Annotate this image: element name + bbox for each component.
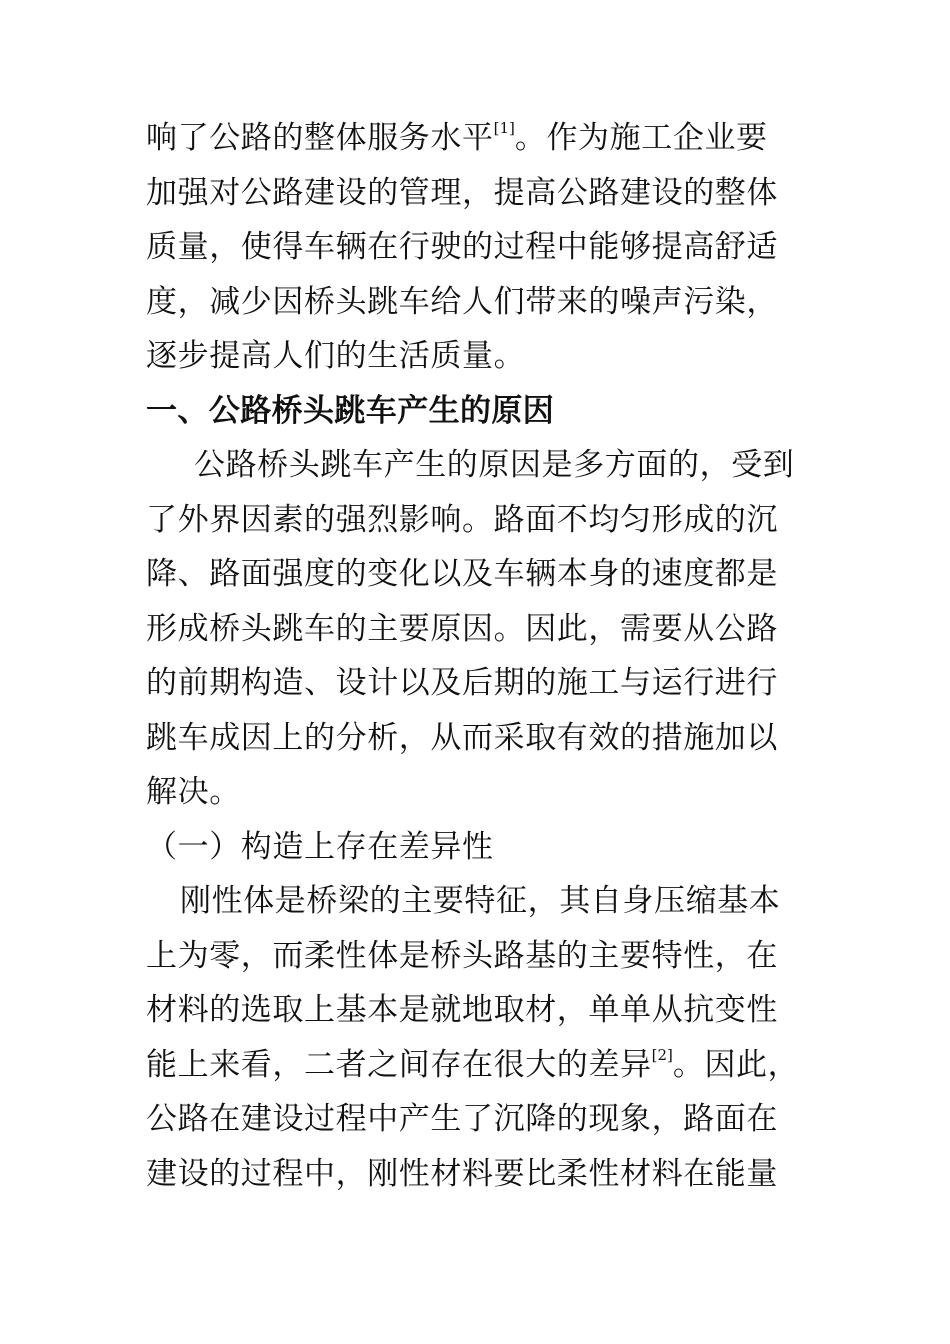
- text-segment: 。因此，: [672, 1046, 800, 1083]
- paragraph-2-line-7: 解决。: [146, 774, 241, 810]
- section-heading: 一、公路桥头跳车产生的原因: [146, 392, 555, 429]
- paragraph-3-line-4: [146, 1038, 806, 1093]
- citation-ref-2: [2]: [651, 1045, 673, 1064]
- paragraph-3-line-3: 材料的选取上基本是就地取材，单单从抗变性: [146, 992, 778, 1028]
- paragraph-2-line-6: 跳车成因上的分析，从而采取有效的措施加以: [146, 719, 778, 756]
- text-segment: 能上来看，二者之间存在很大的差异: [146, 1046, 652, 1083]
- paragraph-1-line-4: 度，减少因桥头跳车给人们带来的噪声污染，: [146, 283, 778, 320]
- paragraph-2-line-3: 降、路面强度的变化以及车辆本身的速度都是: [146, 556, 778, 592]
- text-segment: 响了公路的整体服务水平: [146, 120, 494, 156]
- text-segment: 。作为施工企业要: [514, 120, 768, 156]
- paragraph-2-line-1: 公路桥头跳车产生的原因是多方面的，受到: [194, 447, 795, 483]
- paragraph-1-line-1: [146, 111, 806, 166]
- paragraph-3-line-1: 刚性体是桥梁的主要特征，其自身压缩基本: [180, 883, 781, 919]
- paragraph-1-line-5: 逐步提高人们的生活质量。: [146, 338, 526, 374]
- paragraph-3-line-2: 上为零，而柔性体是桥头路基的主要特性，在: [146, 937, 778, 974]
- paragraph-2-line-2: 了外界因素的强烈影响。路面不均匀形成的沉: [146, 501, 778, 538]
- document-body: [146, 111, 806, 1201]
- paragraph-3-line-5: 公路在建设过程中产生了沉降的现象，路面在: [146, 1101, 778, 1137]
- paragraph-2-line-5: 的前期构造、设计以及后期的施工与运行进行: [146, 665, 778, 701]
- paragraph-1-line-3: 质量，使得车辆在行驶的过程中能够提高舒适: [146, 229, 778, 265]
- paragraph-2-line-4: 形成桥头跳车的主要原因。因此，需要从公路: [146, 610, 778, 647]
- paragraph-3-line-6: 建设的过程中，刚性材料要比柔性材料在能量: [146, 1155, 778, 1192]
- subsection-heading: （一）构造上存在差异性: [146, 828, 494, 865]
- paragraph-1-line-2: 加强对公路建设的管理，提高公路建设的整体: [146, 174, 778, 211]
- citation-ref-1: [1]: [493, 119, 515, 137]
